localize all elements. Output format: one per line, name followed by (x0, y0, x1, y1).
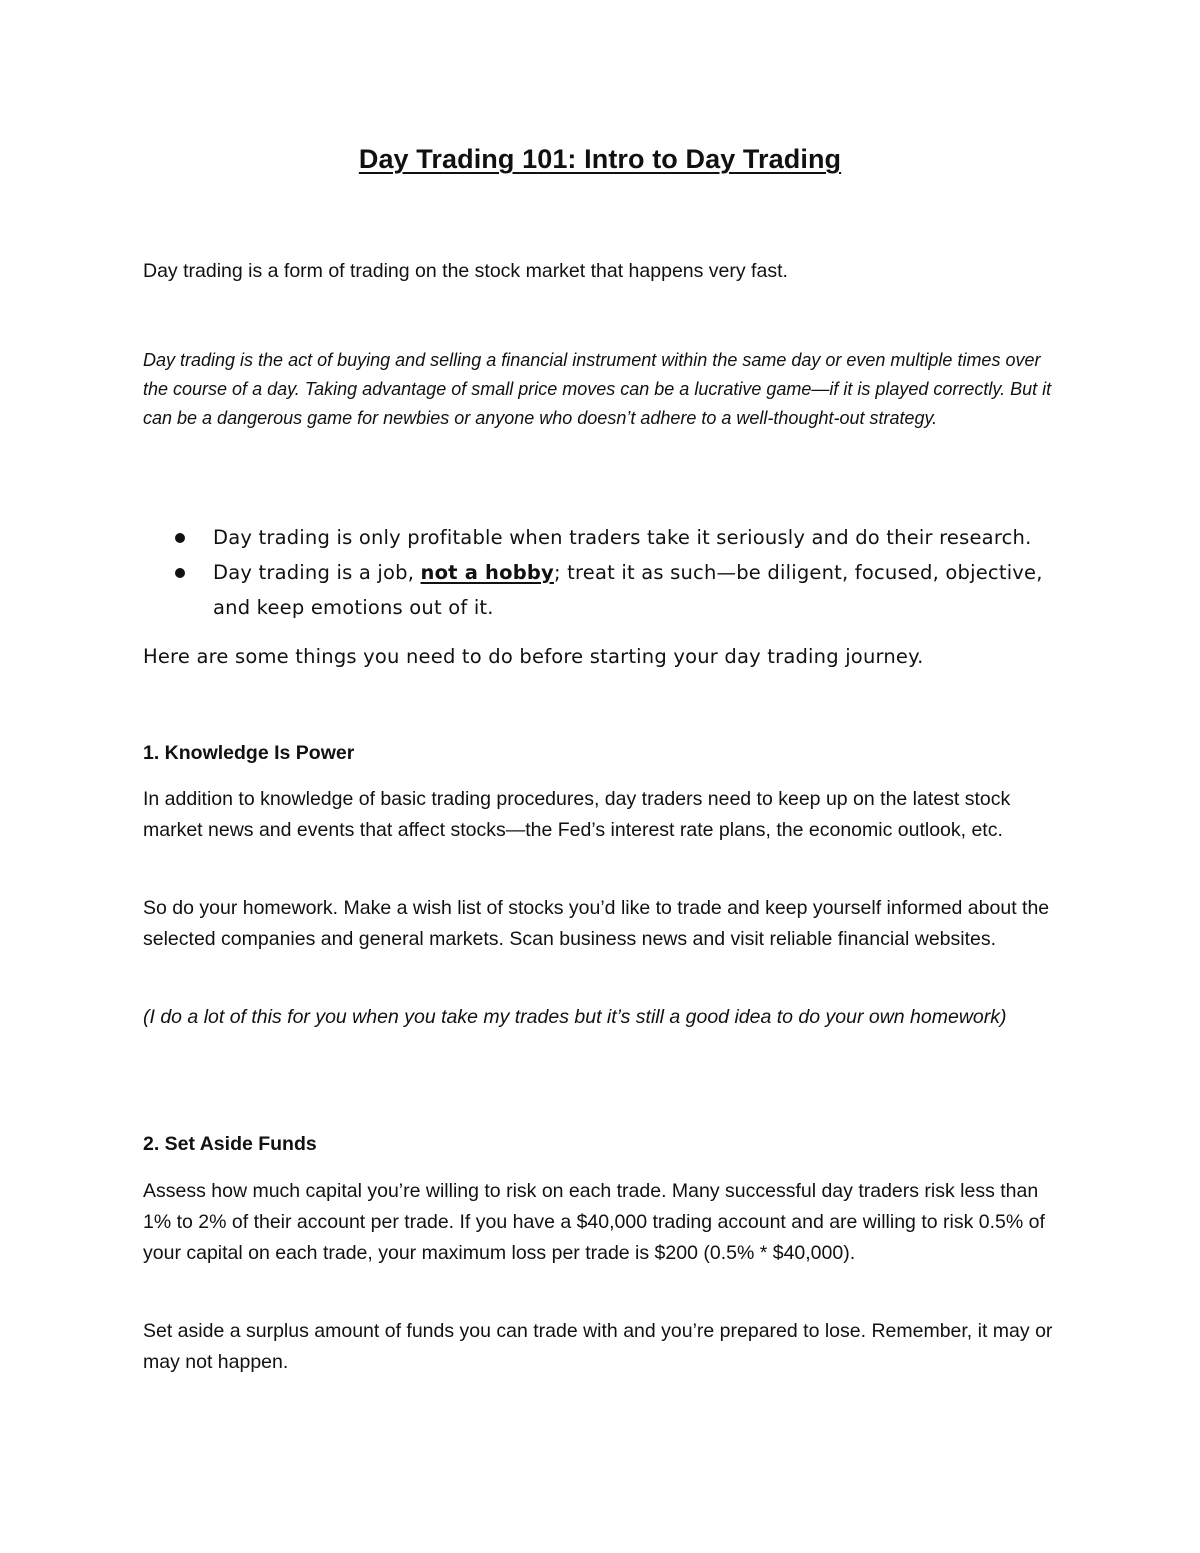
section-paragraph: So do your homework. Make a wish list of stocks you’d like to trade and keep yourself informed about the selected companies and general markets. Scan business news and visit reliable financial websites. (143, 897, 1050, 950)
bullet-text: Day trading is only profitable when traders take it seriously and do their research. (213, 526, 1032, 549)
bullet-text-after: ; treat it as such—be diligent, focused, objective, and keep emotions out of it. (213, 561, 1043, 619)
bullet-dot-icon (175, 533, 185, 543)
bullet-dot-icon (175, 568, 185, 578)
section-paragraph: Assess how much capital you’re willing to risk on each trade. Many successful day traders risk less than 1% to 2% of their account per trade. If you have a $40,000 trading account and are willing to risk 0.5% of your capital on each trade, your maximum loss per trade is $200 (0.5% * $40,000). (143, 1180, 1045, 1264)
bullet-emphasis: not a hobby (420, 561, 554, 584)
intro-paragraph: Day trading is a form of trading on the stock market that happens very fast. (143, 260, 788, 282)
bullet-list (143, 520, 1083, 625)
lead-paragraph: Here are some things you need to do before starting your day trading journey. (143, 645, 924, 668)
section-heading: 2. Set Aside Funds (143, 1133, 317, 1155)
bullet-item (143, 555, 1083, 625)
definition-quote: Day trading is the act of buying and selling a financial instrument within the same day or even multiple times over the course of a day. Taking advantage of small price moves can be a lucrative game—if it is played correctly. But it can be a dangerous game for newbies or anyone who doesn’t adhere to a well-thought-out strategy. (143, 350, 1052, 428)
page-title: Day Trading 101: Intro to Day Trading (358, 144, 842, 174)
section-note: (I do a lot of this for you when you take my trades but it’s still a good idea to do your own homework) (143, 1006, 1007, 1028)
bullet-text-before: Day trading is a job, (213, 561, 421, 584)
section-heading: 1. Knowledge Is Power (143, 742, 355, 764)
bullet-item (143, 520, 1083, 555)
section-paragraph: In addition to knowledge of basic trading procedures, day traders need to keep up on the latest stock market news and events that affect stocks—the Fed’s interest rate plans, the economic outlook, etc. (143, 788, 1011, 841)
section-paragraph: Set aside a surplus amount of funds you can trade with and you’re prepared to lose. Remember, it may or may not happen. (143, 1320, 1053, 1373)
